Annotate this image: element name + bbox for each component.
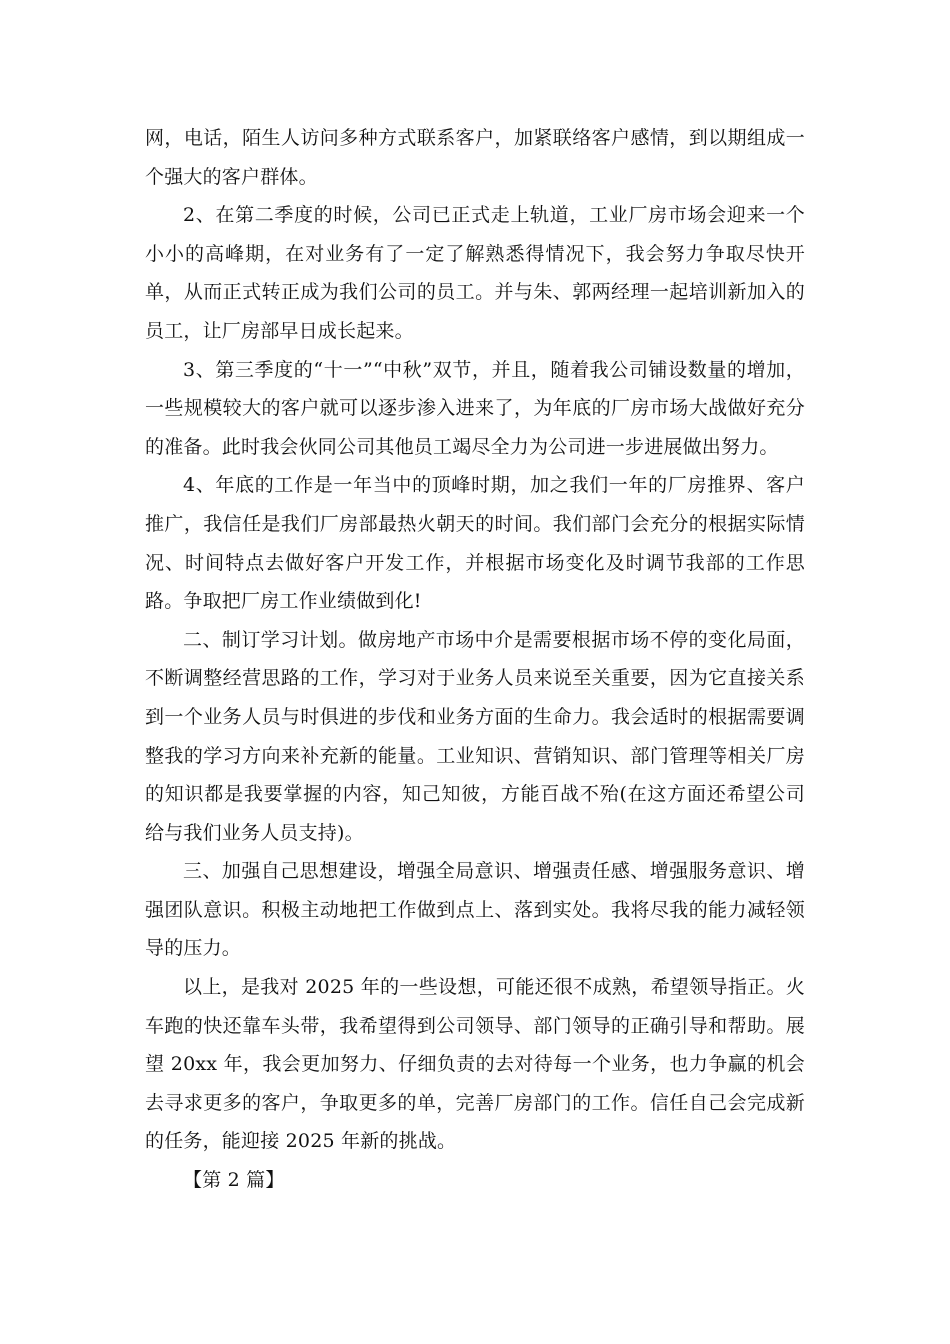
paragraph-contact-methods: 网，电话，陌生人访问多种方式联系客户，加紧联络客户感情，到以期组成一个强大的客户群体。 (145, 127, 805, 188)
paragraph-second-quarter: 2、在第二季度的时候，公司已正式走上轨道，工业厂房市场会迎来一个小小的高峰期，在对业务有了一定了解熟悉得情况下，我会努力争取尽快开单，从而正式转正成为我们公司的员工。并与朱、郭两经理一起培训新加入的员工，让厂房部早日成长起来。 (145, 204, 805, 342)
document-body (145, 119, 805, 1200)
paragraph-year-end: 4、年底的工作是一年当中的顶峰时期，加之我们一年的厂房推界、客户推广，我信任是我们厂房部最热火朝天的时间。我们部门会充分的根据实际情况、时间特点去做好客户开发工作，并根据市场变化及时调节我部的工作思路。争取把厂房工作业绩做到化! (145, 474, 805, 613)
paragraph-conclusion: 以上，是我对 2025 年的一些设想，可能还很不成熟，希望领导指正。火车跑的快还靠车头带，我希望得到公司领导、部门领导的正确引导和帮助。展望 20xx 年，我会更加努力、仔细负责的去对待每一个业务，也力争赢的机会去寻求更多的客户，争取更多的单，完善厂房部门的工作。信任自己会完成新的任务，能迎接 2025 年新的挑战。 (145, 976, 805, 1153)
paragraph-ideology: 三、加强自己思想建设，增强全局意识、增强责任感、增强服务意识、增强团队意识。积极主动地把工作做到点上、落到实处。我将尽我的能力减轻领导的压力。 (145, 860, 805, 960)
section-heading-part-2: 【第 2 篇】 (183, 1169, 285, 1192)
paragraph-third-quarter: 3、第三季度的“十一”“中秋”双节，并且，随着我公司铺设数量的增加，一些规模较大的客户就可以逐步渗入进来了，为年底的厂房市场大战做好充分的准备。此时我会伙同公司其他员工竭尽全力为公司进一步进展做出努力。 (145, 358, 805, 458)
paragraph-study-plan: 二、制订学习计划。做房地产市场中介是需要根据市场不停的变化局面，不断调整经营思路的工作，学习对于业务人员来说至关重要，因为它直接关系到一个业务人员与时俱进的步伐和业务方面的生命力。我会适时的根据需要调整我的学习方向来补充新的能量。工业知识、营销知识、部门管理等相关厂房的知识都是我要掌握的内容，知己知彼，方能百战不殆(在这方面还希望公司给与我们业务人员支持)。 (145, 628, 805, 844)
